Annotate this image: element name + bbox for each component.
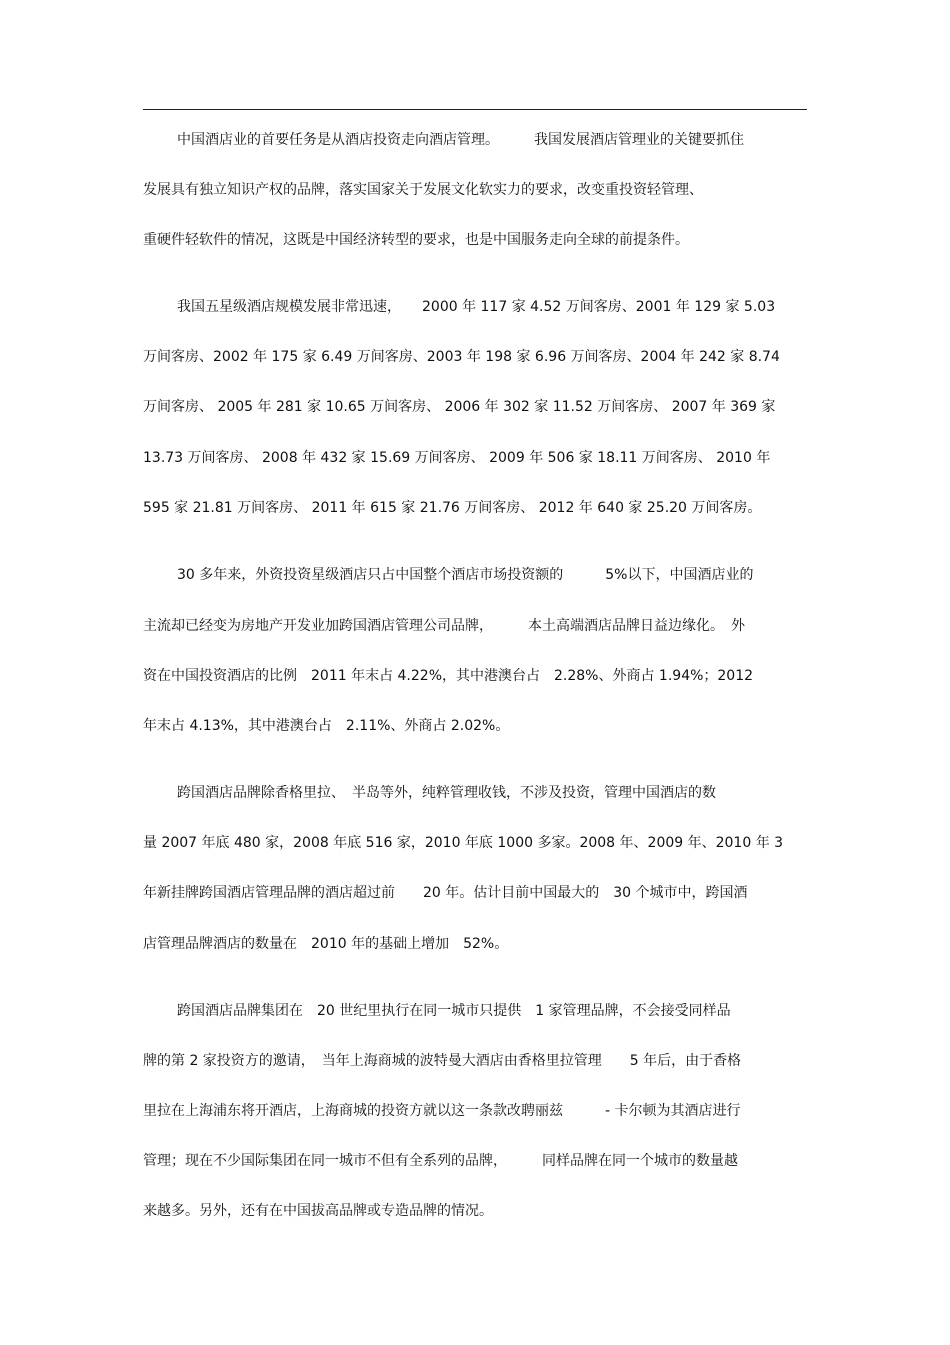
paragraph-line: 店管理品牌酒店的数量在 2010 年的基础上增加 52%。 [143,936,509,952]
paragraph-line: 资在中国投资酒店的比例 2011 年末占 4.22%，其中港澳台占 2.28%、外商占 1.94%；2012 [143,668,754,684]
header-rule [143,109,807,110]
paragraph-line: 来越多。另外，还有在中国拔高品牌或专造品牌的情况。 [143,1203,493,1219]
paragraph-line: 发展具有独立知识产权的品牌，落实国家关于发展文化软实力的要求，改变重投资轻管理、 [143,182,703,198]
paragraph-line: 跨国酒店品牌除香格里拉、 半岛等外，纯粹管理收钱，不涉及投资，管理中国酒店的数 [177,785,716,801]
paragraph-line: 万间客房、 2005 年 281 家 10.65 万间客房、 2006 年 302 家 11.52 万间客房、 2007 年 369 家 [143,399,776,415]
paragraph-line: 万间客房、2002 年 175 家 6.49 万间客房、2003 年 198 家 6.96 万间客房、2004 年 242 家 8.74 [143,349,780,365]
paragraph-line: 595 家 21.81 万间客房、 2011 年 615 家 21.76 万间客房、 2012 年 640 家 25.20 万间客房。 [143,500,762,516]
paragraph-line: 重硬件轻软件的情况，这既是中国经济转型的要求，也是中国服务走向全球的前提条件。 [143,232,689,248]
paragraph-line: 年末占 4.13%，其中港澳台占 2.11%、外商占 2.02%。 [143,718,510,734]
paragraph-line: 13.73 万间客房、 2008 年 432 家 15.69 万间客房、 2009 年 506 家 18.11 万间客房、 2010 年 [143,450,771,466]
paragraph-line: 我国五星级酒店规模发展非常迅速， 2000 年 117 家 4.52 万间客房、2001 年 129 家 5.03 [177,299,776,315]
paragraph-line: 里拉在上海浦东将开酒店，上海商城的投资方就以这一条款改聘丽兹 - 卡尔顿为其酒店进行 [143,1103,741,1119]
paragraph-line: 年新挂牌跨国酒店管理品牌的酒店超过前 20 年。估计目前中国最大的 30 个城市中，跨国酒 [143,885,748,901]
paragraph-line: 30 多年来，外资投资星级酒店只占中国整个酒店市场投资额的 5%以下，中国酒店业的 [177,567,754,583]
paragraph-line: 中国酒店业的首要任务是从酒店投资走向酒店管理。 我国发展酒店管理业的关键要抓住 [177,132,744,148]
paragraph-line: 牌的第 2 家投资方的邀请， 当年上海商城的波特曼大酒店由香格里拉管理 5 年后，由于香格 [143,1053,742,1069]
paragraph-line: 管理；现在不少国际集团在同一城市不但有全系列的品牌， 同样品牌在同一个城市的数量越 [143,1153,738,1169]
paragraph-line: 量 2007 年底 480 家，2008 年底 516 家，2010 年底 1000 多家。2008 年、2009 年、2010 年 3 [143,835,784,851]
paragraph-line: 跨国酒店品牌集团在 20 世纪里执行在同一城市只提供 1 家管理品牌，不会接受同样品 [177,1003,731,1019]
paragraph-line: 主流却已经变为房地产开发业加跨国酒店管理公司品牌， 本土高端酒店品牌日益边缘化。 外 [143,618,745,634]
